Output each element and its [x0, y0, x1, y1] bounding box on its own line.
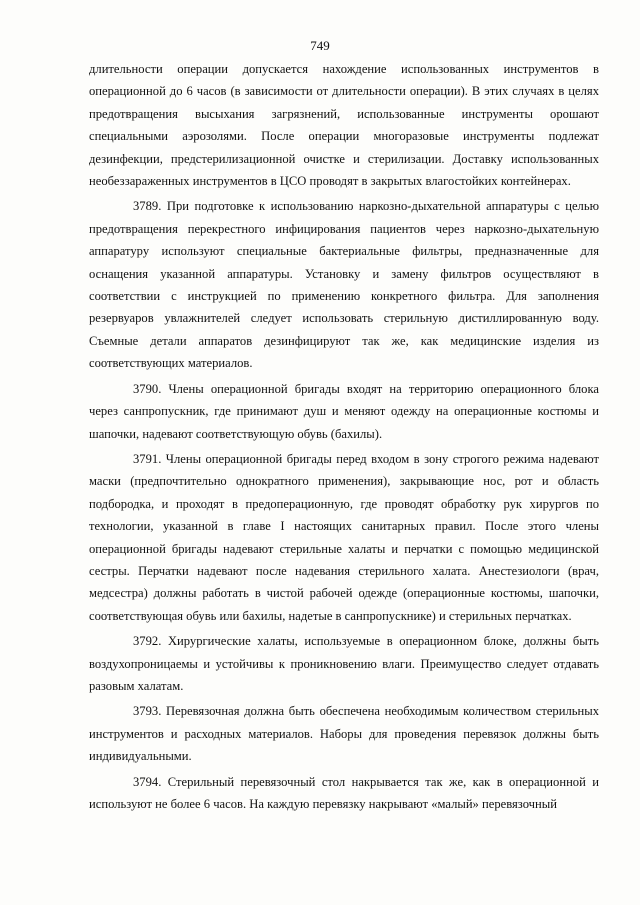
- page-number: 749: [310, 38, 330, 53]
- paragraph-3794: 3794. Стерильный перевязочный стол накрывается так же, как в операционной и используют не более 6 часов. На каждую перевязку накрывают «малый» перевязочный: [89, 774, 599, 811]
- paragraph-3791: 3791. Члены операционной бригады перед входом в зону строгого режима надевают маски (предпочтительно однократного применения), закрывающие нос, рот и область подбородка, и проходят в предоперационную, где проводят обработку рук хирургов по технологии, указанной в главе I настоящих санитарных правил. После этого члены операционной бригады надевают стерильные халаты и перчатки с помощью медицинской сестры. Перчатки надевают после надевания стерильного халата. Анестезиологи (врач, медсестра) должны работать в чистой рабочей одежде (операционные костюмы, шапочки, соответствующая обувь или бахилы, надетые в санпропускнике) и стерильных перчатках.: [89, 451, 599, 623]
- paragraph-3790: 3790. Члены операционной бригады входят на территорию операционного блока через санпропускник, где принимают душ и меняют одежду на операционные костюмы и шапочки, надевают соответствующую обувь (бахилы).: [89, 381, 599, 441]
- paragraph-continuation: длительности операции допускается нахождение использованных инструментов в операционной до 6 часов (в зависимости от длительности операции). В этих случаях в целях предотвращения высыхания загрязнений, использованные инструменты орошают специальными аэрозолями. После операции многоразовые инструменты подлежат дезинфекции, предстерилизационной очистке и стерилизации. Доставку использованных необеззараженных инструментов в ЦСО проводят в закрытых влагостойких контейнерах.: [89, 62, 599, 189]
- document-body: [89, 58, 599, 816]
- paragraph-3789: 3789. При подготовке к использованию наркозно-дыхательной аппаратуры с целью предотвращения перекрестного инфицирования пациентов через наркозно-дыхательную аппаратуру используют специальные бактериальные фильтры, предназначенные для оснащения указанной аппаратуры. Установку и замену фильтров осуществляют в соответствии с инструкцией по применению конкретного фильтра. Для заполнения резервуаров увлажнителей следует использовать стерильную дистиллированную воду. Съемные детали аппаратов дезинфицируют так же, как медицинские изделия из соответствующих материалов.: [89, 199, 599, 371]
- paragraph-3793: 3793. Перевязочная должна быть обеспечена необходимым количеством стерильных инструментов и расходных материалов. Наборы для проведения перевязок должны быть индивидуальными.: [89, 704, 599, 764]
- paragraph-3792: 3792. Хирургические халаты, используемые в операционном блоке, должны быть воздухопроницаемы и устойчивы к проникновению влаги. Преимущество следует отдавать разовым халатам.: [89, 634, 599, 693]
